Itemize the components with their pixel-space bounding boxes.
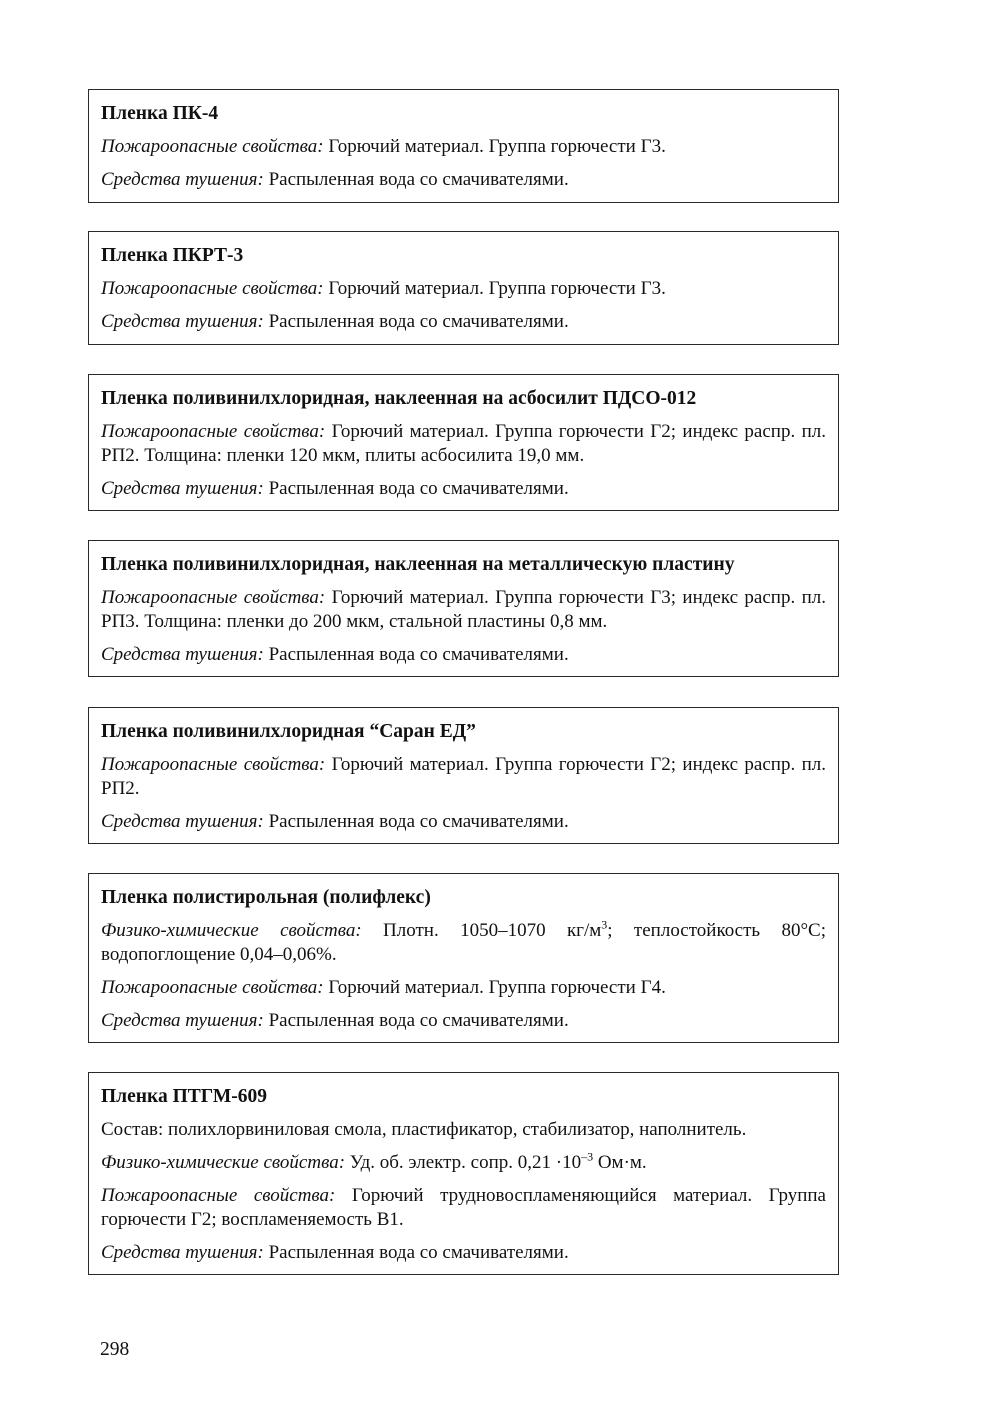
fire-properties xyxy=(101,586,826,633)
extinguishing-label: Средства тушения: xyxy=(101,1241,264,1263)
material-entry-pvc-asbosilit xyxy=(88,374,839,511)
composition: Состав: полихлорвиниловая смола, пластификатор, стабилизатор, наполнитель. xyxy=(101,1119,747,1140)
extinguishing-means xyxy=(101,168,826,192)
fire-properties-label: Пожароопасные свойства: xyxy=(101,421,326,442)
superscript: –3 xyxy=(581,1149,594,1164)
extinguishing-label: Средства тушения: xyxy=(101,477,264,499)
fire-properties-text: Горючий материал. Группа горючести Г4. xyxy=(323,976,666,998)
material-entry-pvc-saran xyxy=(88,707,839,844)
physical-properties-text-cont: Ом·м. xyxy=(593,1152,647,1173)
extinguishing-means xyxy=(101,310,826,334)
fire-properties-text: Горючий материал. Группа горючести Г2; индекс распр. пл. РП2. xyxy=(101,754,826,799)
page-number: 298 xyxy=(100,1339,130,1360)
material-entry-pk-4 xyxy=(88,89,839,203)
fire-properties-text: Горючий материал. Группа горючести Г3. xyxy=(323,278,666,299)
fire-properties xyxy=(101,1184,826,1231)
extinguishing-means xyxy=(101,477,826,501)
extinguishing-label: Средства тушения: xyxy=(101,1009,264,1031)
fire-properties-label: Пожароопасные свойства: xyxy=(101,1185,336,1206)
entry-title: Пленка полистирольная (полифлекс) xyxy=(101,887,431,908)
fire-properties-label: Пожароопасные свойства: xyxy=(101,754,326,775)
extinguishing-label: Средства тушения: xyxy=(101,311,264,332)
entry-title: Пленка ПК-4 xyxy=(101,103,219,124)
fire-properties xyxy=(101,277,826,301)
extinguishing-means xyxy=(101,1009,826,1033)
extinguishing-label: Средства тушения: xyxy=(101,643,264,665)
extinguishing-text: Распыленная вода со смачивателями. xyxy=(263,311,569,332)
entry-title: Пленка ПКРТ-3 xyxy=(101,245,244,266)
entry-title: Пленка поливинилхлоридная “Саран ЕД” xyxy=(101,721,476,742)
extinguishing-means xyxy=(101,643,826,667)
material-entry-polystyrene xyxy=(88,873,839,1043)
entry-title: Пленка поливинилхлоридная, наклеенная на металлическую пластину xyxy=(101,554,735,575)
extinguishing-text: Распыленная вода со смачивателями. xyxy=(263,643,569,665)
physical-properties xyxy=(101,1151,826,1175)
fire-properties xyxy=(101,135,826,159)
fire-properties xyxy=(101,753,826,800)
fire-properties-text: Горючий материал. Группа горючести Г3. xyxy=(323,136,666,157)
fire-properties-label: Пожароопасные свойства: xyxy=(101,976,324,998)
physical-properties-text: Уд. об. электр. сопр. 0,21 ·10 xyxy=(345,1152,582,1173)
fire-properties-text: Горючий трудновоспламеняющийся материал. Группа горючести Г2; воспламеняемость В1. xyxy=(101,1185,826,1230)
material-entry-pvc-metal-plate xyxy=(88,540,839,677)
fire-properties-label: Пожароопасные свойства: xyxy=(101,136,324,157)
extinguishing-means xyxy=(101,810,826,834)
extinguishing-text: Распыленная вода со смачивателями. xyxy=(263,1009,569,1031)
extinguishing-text: Распыленная вода со смачивателями. xyxy=(263,169,569,190)
extinguishing-label: Средства тушения: xyxy=(101,169,264,190)
fire-properties-label: Пожароопасные свойства: xyxy=(101,587,326,608)
extinguishing-text: Распыленная вода со смачивателями. xyxy=(263,477,569,499)
physical-properties-label: Физико-химические свойства: xyxy=(101,1152,346,1173)
superscript: 3 xyxy=(601,917,608,932)
material-entry-pkrt-3 xyxy=(88,231,839,345)
entry-title: Пленка поливинилхлоридная, наклеенная на асбосилит ПДСО-012 xyxy=(101,388,697,409)
fire-properties xyxy=(101,976,826,1000)
extinguishing-means xyxy=(101,1241,826,1265)
fire-properties-text: Горючий материал. Группа горючести Г3; индекс распр. пл. РП3. Толщина: пленки до 200 мкм, стальной пластины 0,8 мм. xyxy=(101,587,826,632)
material-entry-ptgm-609 xyxy=(88,1072,839,1275)
entry-title: Пленка ПТГМ-609 xyxy=(101,1086,268,1107)
fire-properties-label: Пожароопасные свойства: xyxy=(101,278,324,299)
extinguishing-text: Распыленная вода со смачивателями. xyxy=(263,1241,569,1263)
physical-properties-label: Физико-химические свойства: xyxy=(101,920,362,941)
physical-properties xyxy=(101,919,826,966)
extinguishing-text: Распыленная вода со смачивателями. xyxy=(263,810,569,832)
fire-properties-text: Горючий материал. Группа горючести Г2; индекс распр. пл. РП2. Толщина: пленки 120 мкм, плиты асбосилита 19,0 мм. xyxy=(101,421,826,466)
fire-properties xyxy=(101,420,826,467)
extinguishing-label: Средства тушения: xyxy=(101,810,264,832)
physical-properties-text-cont: ; теплостойкость 80°С; водопоглощение 0,04–0,06%. xyxy=(101,920,827,965)
physical-properties-text: Плотн. 1050–1070 кг/м xyxy=(361,920,602,941)
